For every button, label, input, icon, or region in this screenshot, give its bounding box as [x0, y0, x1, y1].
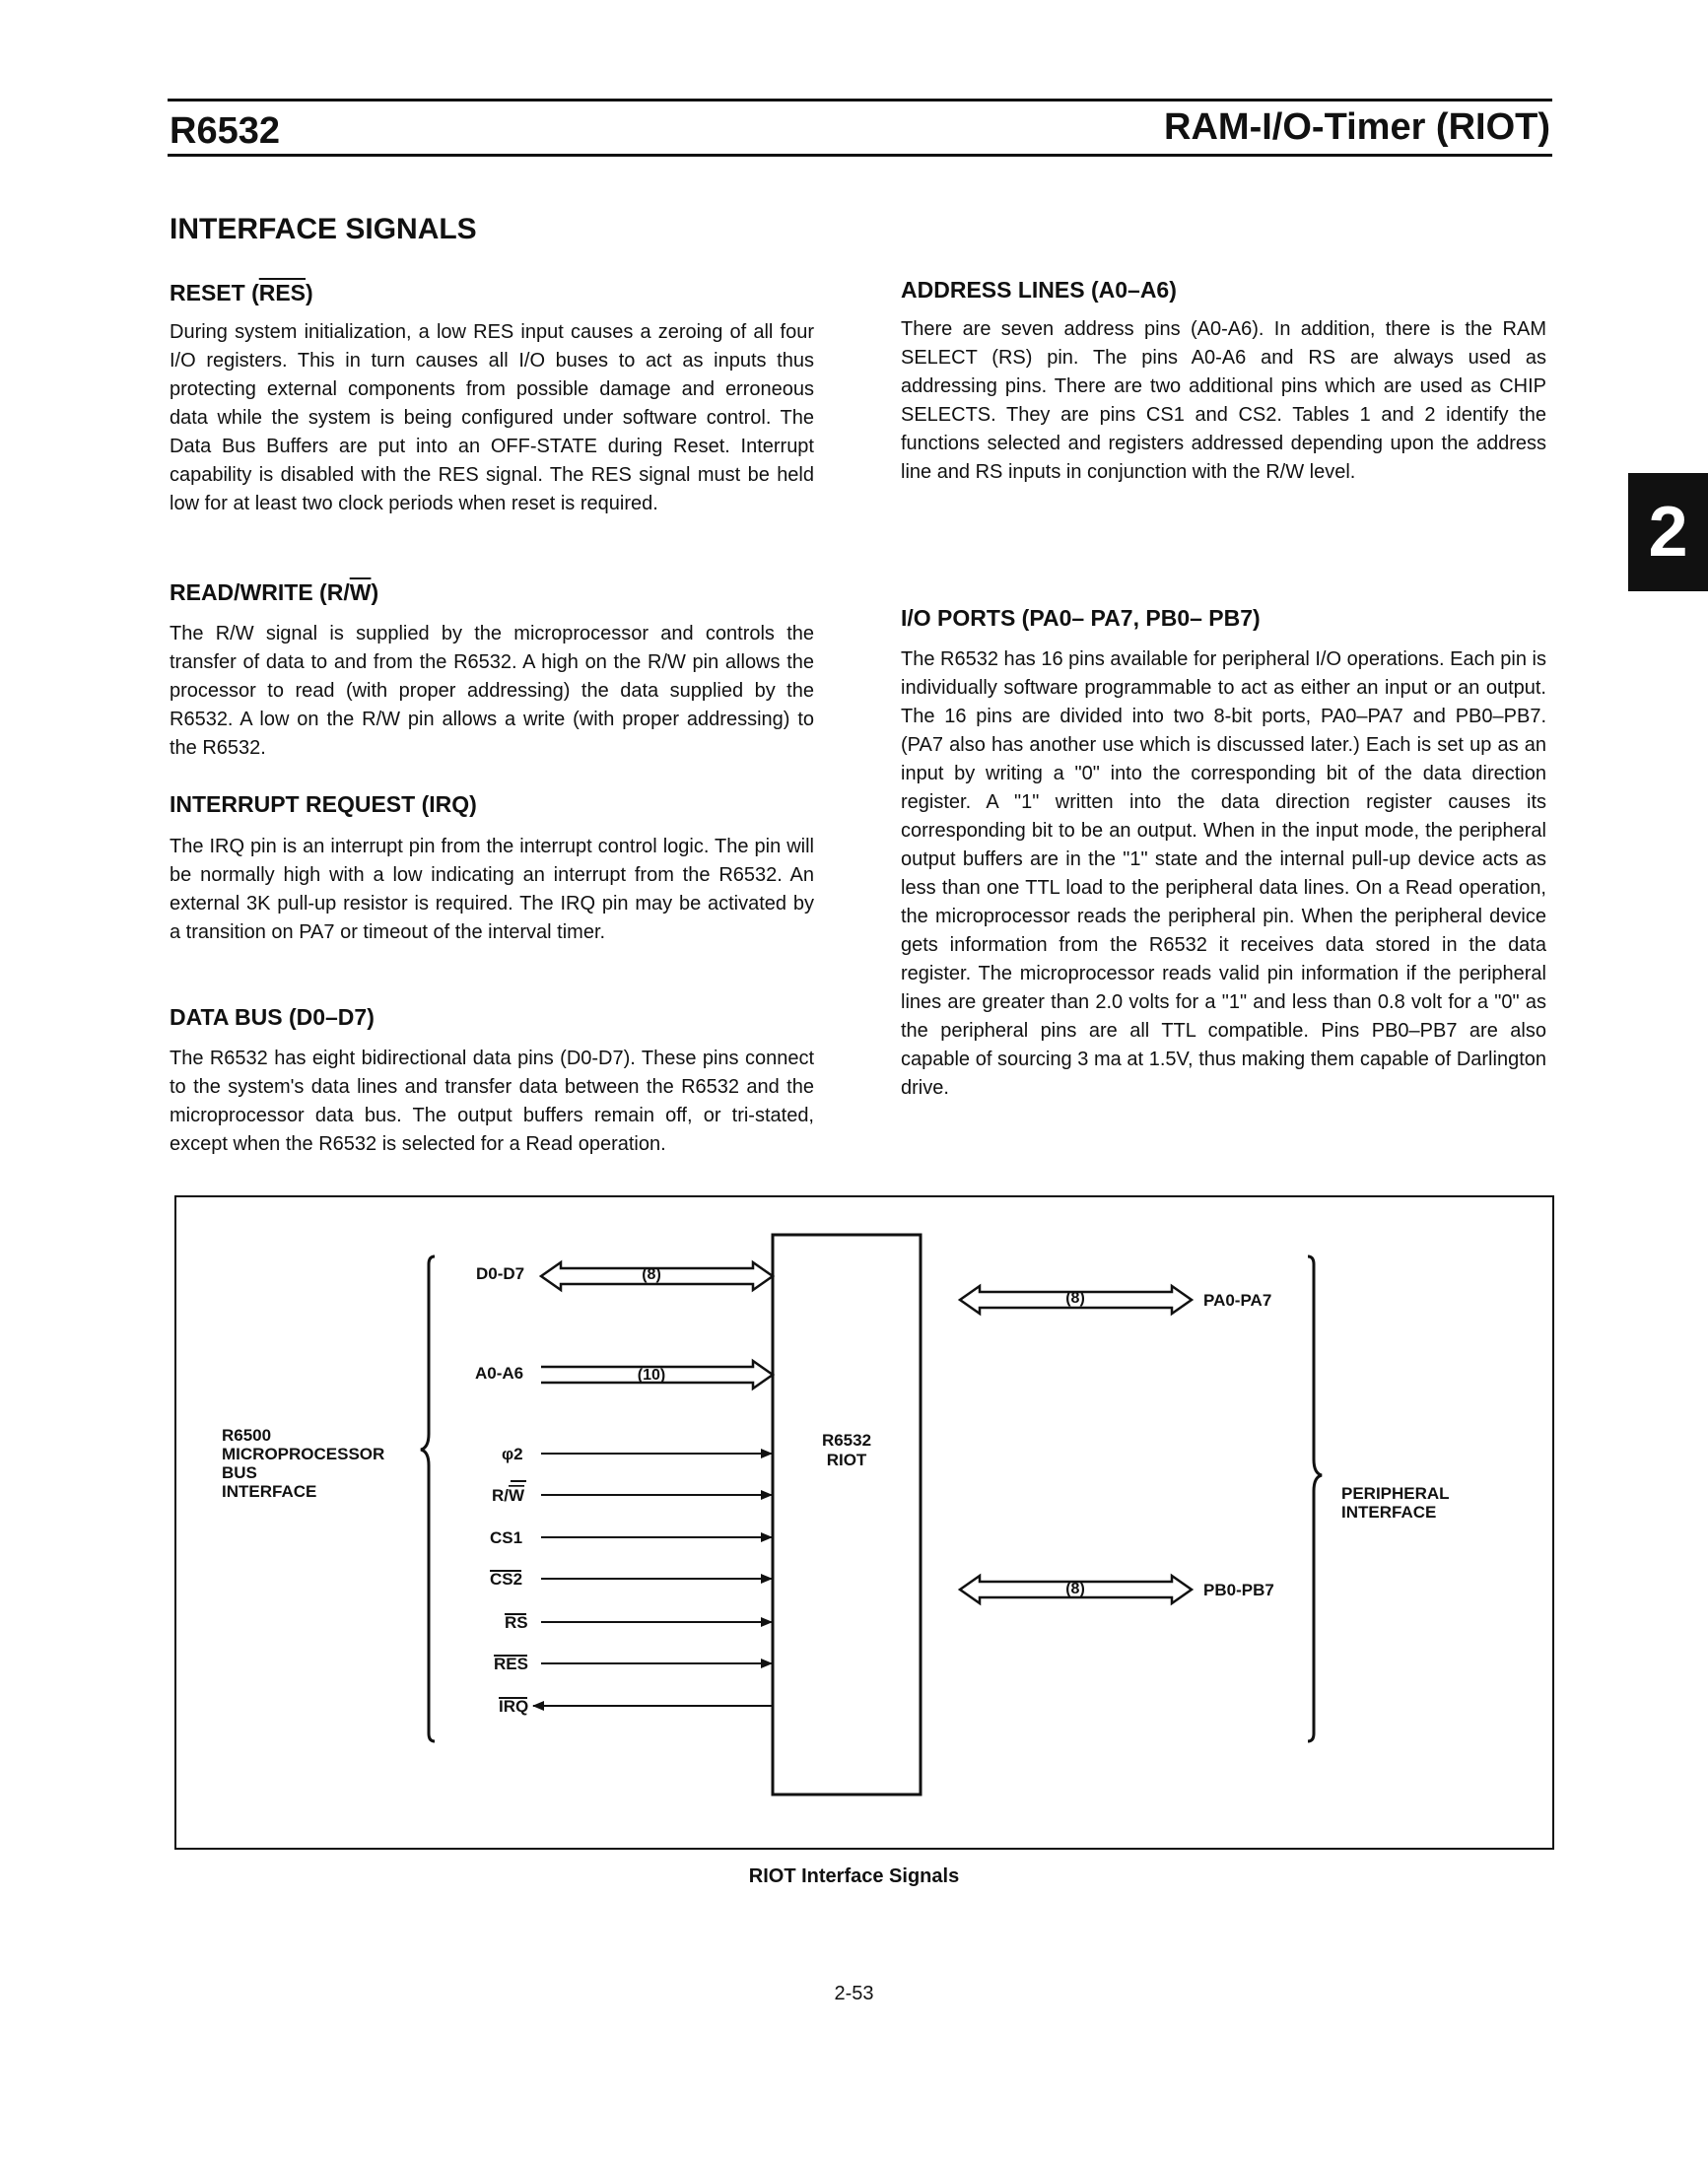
rw-label: R/W — [492, 1486, 525, 1505]
left-group-line2: MICROPROCESSOR — [222, 1445, 385, 1463]
right-brace — [1308, 1256, 1322, 1741]
address-text: There are seven address pins (A0-A6). In addition, there is the RAM SELECT (RS) pin. The pins A0-A6 and RS are always used as addressing pins. There are two additional pins which are used as CHIP SELECTS. They are pins CS1 and CS2. Tables 1 and 2 identify the functions selected and registers addressed depending upon the address line and RS inputs in conjunction with the R/W level. — [901, 318, 1546, 483]
left-group-line3: BUS — [222, 1463, 257, 1482]
cs2-label: CS2 — [490, 1570, 523, 1589]
left-group-line1: R6500 — [222, 1426, 272, 1445]
databus-text: The R6532 has eight bidirectional data pins (D0-D7). These pins connect to the system's data lines and transfer data between the R6532 and the microprocessor data bus. The output buffers remain off, or tri-stated, except when the R6532 is selected for a Read operation. — [170, 1048, 814, 1155]
chip-label-line2: RIOT — [826, 1451, 867, 1469]
address-heading: ADDRESS LINES (A0–A6) — [901, 277, 1177, 303]
pa-width: (8) — [1065, 1290, 1085, 1307]
left-brace — [421, 1256, 435, 1741]
rs-label: RS — [505, 1613, 528, 1632]
irq-heading: INTERRUPT REQUEST (IRQ) — [170, 791, 477, 817]
res-label: RES — [494, 1655, 528, 1673]
databus-heading: DATA BUS (D0–D7) — [170, 1004, 375, 1030]
diagram-svg — [176, 1197, 1552, 1848]
readwrite-heading: READ/WRITE $(R/\overline{W})$ — [170, 579, 379, 605]
irq-text: The IRQ pin is an interrupt pin from the interrupt control logic. The pin will be normally high with a low indicating an interrupt from the R6532. An external 3K pull-up resistor is required. The IRQ pin may be activated by a transition on PA7 or timeout of the interval timer. — [170, 836, 814, 943]
page-number: 2-53 — [834, 1983, 874, 2004]
riot-chip-box — [773, 1235, 921, 1795]
ioports-heading: I/O PORTS (PA0– PA7, PB0– PB7) — [901, 605, 1261, 631]
chapter-tab: 2 — [1628, 473, 1708, 591]
readwrite-text: The R/W signal is supplied by the microprocessor and controls the transfer of data to and from the R6532. A high on the R/W pin allows the processor to read (with proper addressing) the data supplied by the R6532. A low on the R/W pin allows a write (with proper addressing) to the R6532. — [170, 623, 814, 759]
chip-label-line1: R6532 — [821, 1431, 872, 1450]
pb-width: (8) — [1065, 1581, 1085, 1597]
document-title: RAM-I/O-Timer (RIOT) — [1164, 106, 1550, 148]
a0a6-label: A0-A6 — [475, 1364, 524, 1383]
riot-interface-diagram — [174, 1195, 1554, 1850]
part-number: R6532 — [170, 110, 280, 152]
pb-label: PB0-PB7 — [1203, 1581, 1274, 1599]
ioports-text: The R6532 has 16 pins available for peripheral I/O operations. Each pin is individually software programmable to act as either an input or an output. The 16 pins are divided into two 8-bit ports, PA0–PA7 and PB0–PB7. (PA7 also has another use which is discussed later.) Each is set up as an input by writing a "0" into the corresponding bit of the data direction register. A "1" written into the data direction register causes its corresponding bit to be an output. When in the input mode, the peripheral output buffers are in the "1" state and the internal pull-up device acts as less than one TTL load to the peripheral data lines. On a Read operation, the microprocessor reads the peripheral pin. When the peripheral device gets information from the R6532 it receives data stored in the data register. The microprocessor reads valid pin information if the peripheral lines are greater than 2.0 volts for a "1" and less than 0.8 volt for a "0" as the peripheral pins are all TTL compatible. Pins PB0–PB7 are also capable of sourcing 3 ma at 1.5V, thus making them capable of Darlington drive. — [901, 648, 1546, 1099]
header-rule-bottom — [168, 154, 1552, 157]
phi2-label: φ2 — [502, 1445, 523, 1463]
d0d7-label: D0-D7 — [476, 1264, 525, 1283]
d0d7-width: (8) — [642, 1266, 661, 1283]
reset-text: During system initialization, a low RES input causes a zeroing of all four I/O registers. This in turn causes all I/O buses to act as inputs thus protecting external components from possible damage and erroneous data while the system is being configured under software control. The Data Bus Buffers are put into an OFF-STATE during Reset. Interrupt capability is disabled with the RES signal. The RES signal must be held low for at least two clock periods when reset is required. — [170, 321, 814, 514]
a0a6-width: (10) — [637, 1367, 666, 1384]
reset-heading: RESET $(\overline{RES})$ — [170, 280, 313, 305]
left-group-line4: INTERFACE — [222, 1482, 317, 1501]
irq-label: IRQ — [499, 1697, 529, 1716]
figure-caption: RIOT Interface Signals — [748, 1865, 960, 1887]
header-rule-top — [168, 99, 1552, 102]
cs1-label: CS1 — [490, 1528, 523, 1547]
page-heading: INTERFACE SIGNALS — [170, 213, 477, 245]
right-group-line2: INTERFACE — [1341, 1503, 1437, 1522]
right-group-line1: PERIPHERAL — [1341, 1484, 1450, 1503]
pa-label: PA0-PA7 — [1203, 1291, 1272, 1310]
